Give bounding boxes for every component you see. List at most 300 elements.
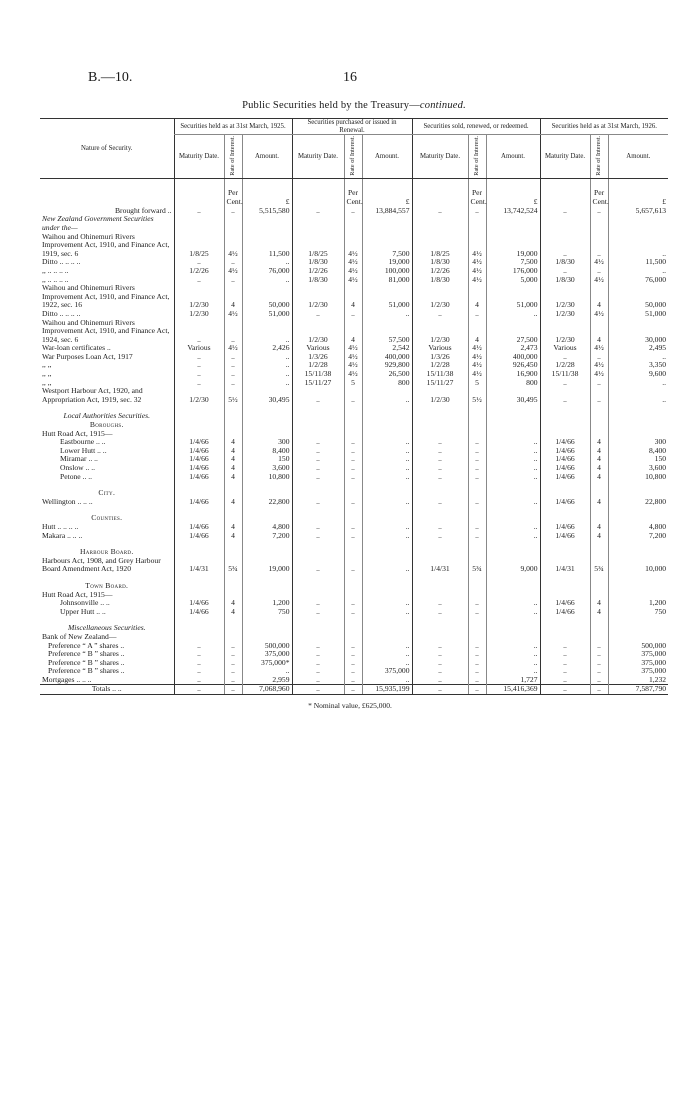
amount-1925: [242, 215, 292, 232]
amount-sold: [486, 548, 540, 557]
maturity-1926: 1/4/66: [540, 447, 590, 456]
maturity-1925: ..: [174, 353, 224, 362]
rate-sold: 4½: [468, 361, 486, 370]
unit-cent: Cent.: [592, 196, 609, 206]
security-name: Hutt Road Act, 1915—: [42, 589, 113, 599]
amount-sold: ..: [486, 455, 540, 464]
amount-sold: 27,500: [486, 319, 540, 345]
amount-purchased: 57,500: [362, 319, 412, 345]
maturity-1925: ..: [174, 642, 224, 651]
amount-purchased: 929,800: [362, 361, 412, 370]
rate-sold: [468, 421, 486, 430]
amount-sold: ..: [486, 667, 540, 676]
unit-per: Per: [471, 188, 483, 198]
security-name: Petone .. ..: [60, 471, 93, 481]
security-name: Preference “ A ” shares ..: [48, 640, 125, 650]
amount-1925: ..: [242, 319, 292, 345]
maturity-purchased: [292, 215, 344, 232]
rate-1925: ..: [224, 353, 242, 362]
maturity-sold: ..: [412, 523, 468, 532]
maturity-1926: [540, 412, 590, 421]
maturity-header: Maturity Date.: [412, 135, 468, 179]
amount-1926: [608, 624, 668, 633]
maturity-purchased: ..: [292, 447, 344, 456]
amount-purchased: 400,000: [362, 353, 412, 362]
amount-1925: 19,000: [242, 557, 292, 574]
security-name: ,, ,,: [42, 360, 52, 370]
amount-1926: 76,000: [608, 276, 668, 285]
maturity-sold: 1/8/30: [412, 258, 468, 267]
amount-1926: 30,000: [608, 319, 668, 345]
amount-sold: [486, 215, 540, 232]
amount-1925: 7,200: [242, 532, 292, 541]
amount-header: Amount.: [242, 135, 292, 179]
maturity-sold: 1/8/25: [412, 233, 468, 259]
security-name: Upper Hutt .. ..: [60, 606, 106, 616]
amount-sold: [486, 591, 540, 600]
rate-1925: 4: [224, 438, 242, 447]
rate-sold: 4½: [468, 276, 486, 285]
table-row: [40, 473, 668, 482]
amount-1926: 3,350: [608, 361, 668, 370]
rate-1926: [590, 215, 608, 232]
rate-1926: 4½: [590, 344, 608, 353]
group-header-sold: Securities sold, renewed, or redeemed.: [412, 119, 540, 135]
rate-purchased: ..: [344, 642, 362, 651]
maturity-1925: 1/2/26: [174, 267, 224, 276]
unit-per: Per: [593, 188, 605, 198]
rate-1925: ..: [224, 685, 242, 695]
amount-1926: 3,600: [608, 464, 668, 473]
amount-1925: [242, 421, 292, 430]
rate-1925: ..: [224, 650, 242, 659]
table-body: [40, 179, 668, 695]
page-header: [88, 70, 618, 94]
maturity-1926: ..: [540, 379, 590, 388]
rate-1925: ..: [224, 319, 242, 345]
security-name: Miramar .. ..: [60, 454, 98, 464]
maturity-sold: 15/11/38: [412, 370, 468, 379]
maturity-purchased: Various: [292, 344, 344, 353]
maturity-sold: 1/8/30: [412, 276, 468, 285]
rate-header: Rate of Interest.: [594, 135, 602, 176]
amount-1926: 375,000: [608, 667, 668, 676]
rate-purchased: ..: [344, 447, 362, 456]
title-suffix: continued.: [419, 100, 466, 111]
maturity-purchased: ..: [292, 667, 344, 676]
rate-sold: ..: [468, 523, 486, 532]
amount-purchased: ..: [362, 650, 412, 659]
amount-1926: 7,200: [608, 532, 668, 541]
table-row: [40, 557, 668, 574]
rate-sold: 4: [468, 319, 486, 345]
maturity-purchased: 1/8/30: [292, 258, 344, 267]
amount-purchased: 13,884,557: [362, 207, 412, 216]
amount-purchased: 19,000: [362, 258, 412, 267]
maturity-sold: ..: [412, 608, 468, 617]
maturity-purchased: [292, 548, 344, 557]
maturity-purchased: 1/2/30: [292, 284, 344, 310]
rate-1926: ..: [590, 387, 608, 404]
amount-1926: 750: [608, 608, 668, 617]
rate-1925: 5½: [224, 387, 242, 404]
maturity-purchased: ..: [292, 685, 344, 695]
rate-purchased: 4½: [344, 361, 362, 370]
rate-sold: ..: [468, 642, 486, 651]
amount-1925: 50,000: [242, 284, 292, 310]
page-number: 16: [343, 70, 357, 85]
amount-sold: [486, 582, 540, 591]
maturity-purchased: ..: [292, 455, 344, 464]
maturity-sold: ..: [412, 464, 468, 473]
maturity-purchased: 15/11/27: [292, 379, 344, 388]
amount-purchased: ..: [362, 310, 412, 319]
amount-1925: 3,600: [242, 464, 292, 473]
rate-1926: 4: [590, 464, 608, 473]
amount-purchased: ..: [362, 387, 412, 404]
unit-cent: Cent.: [226, 196, 243, 206]
rate-sold: 4½: [468, 258, 486, 267]
maturity-sold: ..: [412, 207, 468, 216]
rate-sold: ..: [468, 310, 486, 319]
amount-1925: 500,000: [242, 642, 292, 651]
rate-sold: ..: [468, 676, 486, 685]
rate-1926: ..: [590, 233, 608, 259]
amount-1925: 2,426: [242, 344, 292, 353]
rate-1925: 4½: [224, 344, 242, 353]
amount-1926: ..: [608, 267, 668, 276]
rate-1925: 4: [224, 532, 242, 541]
rate-1925: [224, 582, 242, 591]
unit-pound: £: [486, 179, 540, 207]
table-row: [40, 233, 668, 259]
rate-1926: 4: [590, 532, 608, 541]
security-name: Onslow .. ..: [60, 463, 96, 472]
table-row: [40, 624, 668, 633]
amount-purchased: ..: [362, 523, 412, 532]
maturity-sold: 15/11/27: [412, 379, 468, 388]
maturity-1926: 1/8/30: [540, 258, 590, 267]
rate-1925: [224, 548, 242, 557]
amount-sold: 2,473: [486, 344, 540, 353]
rate-1926: ..: [590, 379, 608, 388]
table-row: [40, 412, 668, 421]
security-name: ,, ,,: [42, 369, 52, 379]
amount-1925: 150: [242, 455, 292, 464]
amount-1926: [608, 582, 668, 591]
maturity-1926: Various: [540, 344, 590, 353]
amount-1926: 8,400: [608, 447, 668, 456]
rate-1925: 4: [224, 523, 242, 532]
maturity-purchased: [292, 624, 344, 633]
amount-1925: 5,515,580: [242, 207, 292, 216]
rate-purchased: ..: [344, 310, 362, 319]
rate-1925: [224, 624, 242, 633]
amount-1925: 76,000: [242, 267, 292, 276]
rate-purchased: [344, 582, 362, 591]
rate-1925: ..: [224, 258, 242, 267]
maturity-1925: 1/4/66: [174, 498, 224, 507]
maturity-sold: ..: [412, 532, 468, 541]
amount-purchased: [362, 489, 412, 498]
security-name: Miscellaneous Securities.: [67, 623, 146, 633]
rate-purchased: ..: [344, 685, 362, 695]
maturity-1925: ..: [174, 276, 224, 285]
rate-1925: 4: [224, 464, 242, 473]
amount-1926: 50,000: [608, 284, 668, 310]
rate-purchased: ..: [344, 438, 362, 447]
group-header-held-1925: Securities held as at 31st March, 1925.: [174, 119, 292, 135]
amount-1926: [608, 412, 668, 421]
amount-purchased: ..: [362, 659, 412, 668]
rate-1926: [590, 548, 608, 557]
amount-1925: [242, 582, 292, 591]
amount-1926: 2,495: [608, 344, 668, 353]
maturity-1926: ..: [540, 667, 590, 676]
maturity-purchased: ..: [292, 557, 344, 574]
amount-sold: 176,000: [486, 267, 540, 276]
unit-pound: £: [242, 179, 292, 207]
maturity-sold: 1/4/31: [412, 557, 468, 574]
title-main: Public Securities held by the Treasury—: [242, 100, 420, 111]
amount-sold: ..: [486, 599, 540, 608]
rate-1925: ..: [224, 642, 242, 651]
maturity-1926: 1/4/66: [540, 438, 590, 447]
maturity-purchased: ..: [292, 387, 344, 404]
maturity-1925: ..: [174, 319, 224, 345]
amount-header: Amount.: [362, 135, 412, 179]
security-name: Bank of New Zealand—: [42, 631, 117, 641]
maturity-1926: 1/4/66: [540, 455, 590, 464]
securities-table: [40, 118, 668, 695]
rate-sold: 4: [468, 284, 486, 310]
maturity-1926: 1/8/30: [540, 276, 590, 285]
rate-1925: ..: [224, 676, 242, 685]
security-name: Waihou and Ohinemuri Rivers Improvement Act, 1910, and Finance Act, 1924, sec. 6: [42, 317, 170, 344]
security-name: Hutt .. .. .. ..: [42, 521, 79, 531]
rate-1926: 5¾: [590, 557, 608, 574]
maturity-sold: ..: [412, 676, 468, 685]
security-name: Local Authorities Securities.: [63, 411, 151, 421]
rate-1925: 4: [224, 473, 242, 482]
rate-1925: ..: [224, 370, 242, 379]
amount-sold: 5,000: [486, 276, 540, 285]
table-row: [40, 498, 668, 507]
maturity-purchased: ..: [292, 599, 344, 608]
rate-sold: 4½: [468, 233, 486, 259]
rate-sold: [468, 548, 486, 557]
maturity-1925: 1/2/30: [174, 310, 224, 319]
rate-purchased: 4½: [344, 233, 362, 259]
maturity-1925: 1/4/66: [174, 447, 224, 456]
amount-sold: ..: [486, 642, 540, 651]
rate-purchased: ..: [344, 455, 362, 464]
amount-1925: 51,000: [242, 310, 292, 319]
unit-cent: Cent.: [470, 196, 487, 206]
amount-1926: ..: [608, 387, 668, 404]
security-name: Eastbourne .. ..: [60, 437, 106, 447]
maturity-1925: ..: [174, 379, 224, 388]
amount-1925: ..: [242, 667, 292, 676]
rate-sold: 4½: [468, 353, 486, 362]
rate-sold: ..: [468, 650, 486, 659]
rate-1925: ..: [224, 379, 242, 388]
rate-1926: ..: [590, 353, 608, 362]
amount-purchased: ..: [362, 557, 412, 574]
spacer-row: [40, 481, 668, 489]
maturity-1926: ..: [540, 267, 590, 276]
rate-sold: 5½: [468, 387, 486, 404]
amount-1925: 8,400: [242, 447, 292, 456]
amount-sold: ..: [486, 464, 540, 473]
maturity-1925: 1/4/66: [174, 473, 224, 482]
unit-pound: £: [362, 179, 412, 207]
maturity-1926: 1/4/66: [540, 532, 590, 541]
amount-1926: 10,800: [608, 473, 668, 482]
amount-1925: 2,959: [242, 676, 292, 685]
amount-1925: 11,500: [242, 233, 292, 259]
amount-1925: ..: [242, 361, 292, 370]
rate-purchased: ..: [344, 650, 362, 659]
maturity-sold: 1/2/30: [412, 284, 468, 310]
rate-purchased: ..: [344, 557, 362, 574]
maturity-1925: 1/2/30: [174, 387, 224, 404]
maturity-1925: ..: [174, 676, 224, 685]
maturity-sold: 1/2/30: [412, 319, 468, 345]
maturity-sold: ..: [412, 310, 468, 319]
totals-row: [40, 685, 668, 695]
rate-purchased: 5: [344, 379, 362, 388]
spacer-row: [40, 506, 668, 514]
maturity-1926: ..: [540, 642, 590, 651]
amount-1926: 1,200: [608, 599, 668, 608]
security-name: Town Board.: [85, 580, 129, 590]
amount-sold: [486, 633, 540, 642]
amount-sold: 1,727: [486, 676, 540, 685]
rate-1926: 4: [590, 284, 608, 310]
rate-purchased: 4½: [344, 276, 362, 285]
maturity-sold: ..: [412, 659, 468, 668]
rate-purchased: ..: [344, 599, 362, 608]
maturity-1925: 1/4/66: [174, 464, 224, 473]
maturity-purchased: ..: [292, 498, 344, 507]
rate-purchased: ..: [344, 659, 362, 668]
table-row: [40, 608, 668, 617]
rate-sold: 5: [468, 379, 486, 388]
maturity-1925: [174, 421, 224, 430]
amount-1926: ..: [608, 353, 668, 362]
rate-1926: 4½: [590, 361, 608, 370]
maturity-1926: 15/11/38: [540, 370, 590, 379]
table-row: [40, 215, 668, 232]
rate-sold: ..: [468, 599, 486, 608]
amount-purchased: ..: [362, 599, 412, 608]
rate-1926: [590, 582, 608, 591]
maturity-sold: ..: [412, 438, 468, 447]
table-row: [40, 319, 668, 345]
maturity-1926: 1/2/30: [540, 310, 590, 319]
maturity-purchased: ..: [292, 650, 344, 659]
rate-1925: 4½: [224, 310, 242, 319]
maturity-purchased: 1/2/28: [292, 361, 344, 370]
rate-1926: [590, 412, 608, 421]
maturity-purchased: ..: [292, 608, 344, 617]
amount-sold: [486, 412, 540, 421]
amount-purchased: 7,500: [362, 233, 412, 259]
maturity-sold: [412, 582, 468, 591]
rate-1926: 4: [590, 599, 608, 608]
maturity-sold: 1/3/26: [412, 353, 468, 362]
rate-sold: ..: [468, 608, 486, 617]
maturity-purchased: ..: [292, 532, 344, 541]
maturity-1925: [174, 215, 224, 232]
rate-purchased: ..: [344, 676, 362, 685]
amount-header: Amount.: [608, 135, 668, 179]
amount-1926: 300: [608, 438, 668, 447]
amount-purchased: 26,500: [362, 370, 412, 379]
maturity-purchased: ..: [292, 642, 344, 651]
security-name: ,, ,,: [42, 377, 52, 387]
maturity-header: Maturity Date.: [174, 135, 224, 179]
rate-1925: 4: [224, 284, 242, 310]
amount-1926: 150: [608, 455, 668, 464]
amount-purchased: [362, 633, 412, 642]
maturity-1925: ..: [174, 650, 224, 659]
footnote: * Nominal value, £625,000.: [308, 701, 392, 710]
amount-purchased: [362, 412, 412, 421]
amount-1926: 5,657,613: [608, 207, 668, 216]
maturity-1926: [540, 624, 590, 633]
rate-sold: ..: [468, 473, 486, 482]
security-name: Preference “ B ” shares ..: [48, 666, 125, 676]
group-header-purchased: Securities purchased or issued in Renewal.: [292, 119, 412, 135]
rate-1925: 4: [224, 608, 242, 617]
security-name: Waihou and Ohinemuri Rivers Improvement Act, 1910, and Finance Act, 1922, sec. 16: [42, 283, 170, 310]
amount-1926: 9,600: [608, 370, 668, 379]
amount-1925: 7,068,960: [242, 685, 292, 695]
rate-1926: 4½: [590, 370, 608, 379]
amount-1925: 750: [242, 608, 292, 617]
rate-1926: ..: [590, 676, 608, 685]
rate-sold: 4½: [468, 344, 486, 353]
amount-sold: [486, 489, 540, 498]
rate-1925: 4: [224, 498, 242, 507]
amount-sold: [486, 430, 540, 439]
rate-1925: ..: [224, 667, 242, 676]
amount-1926: [608, 548, 668, 557]
security-name: Boroughs.: [89, 420, 124, 430]
maturity-1925: ..: [174, 667, 224, 676]
maturity-1926: [540, 215, 590, 232]
security-name: Johnsonville .. ..: [60, 598, 110, 608]
rate-purchased: 4½: [344, 344, 362, 353]
rate-purchased: 4½: [344, 353, 362, 362]
amount-sold: [486, 514, 540, 523]
rate-1925: ..: [224, 361, 242, 370]
amount-purchased: ..: [362, 438, 412, 447]
rate-1926: ..: [590, 207, 608, 216]
security-name: Wellington .. .. ..: [42, 496, 93, 506]
maturity-header: Maturity Date.: [292, 135, 344, 179]
maturity-1925: ..: [174, 258, 224, 267]
amount-1925: 300: [242, 438, 292, 447]
maturity-purchased: ..: [292, 438, 344, 447]
maturity-1926: [540, 582, 590, 591]
maturity-purchased: [292, 421, 344, 430]
maturity-1925: 1/4/31: [174, 557, 224, 574]
maturity-1925: 1/4/66: [174, 438, 224, 447]
rate-header: Rate of Interest.: [472, 135, 480, 176]
